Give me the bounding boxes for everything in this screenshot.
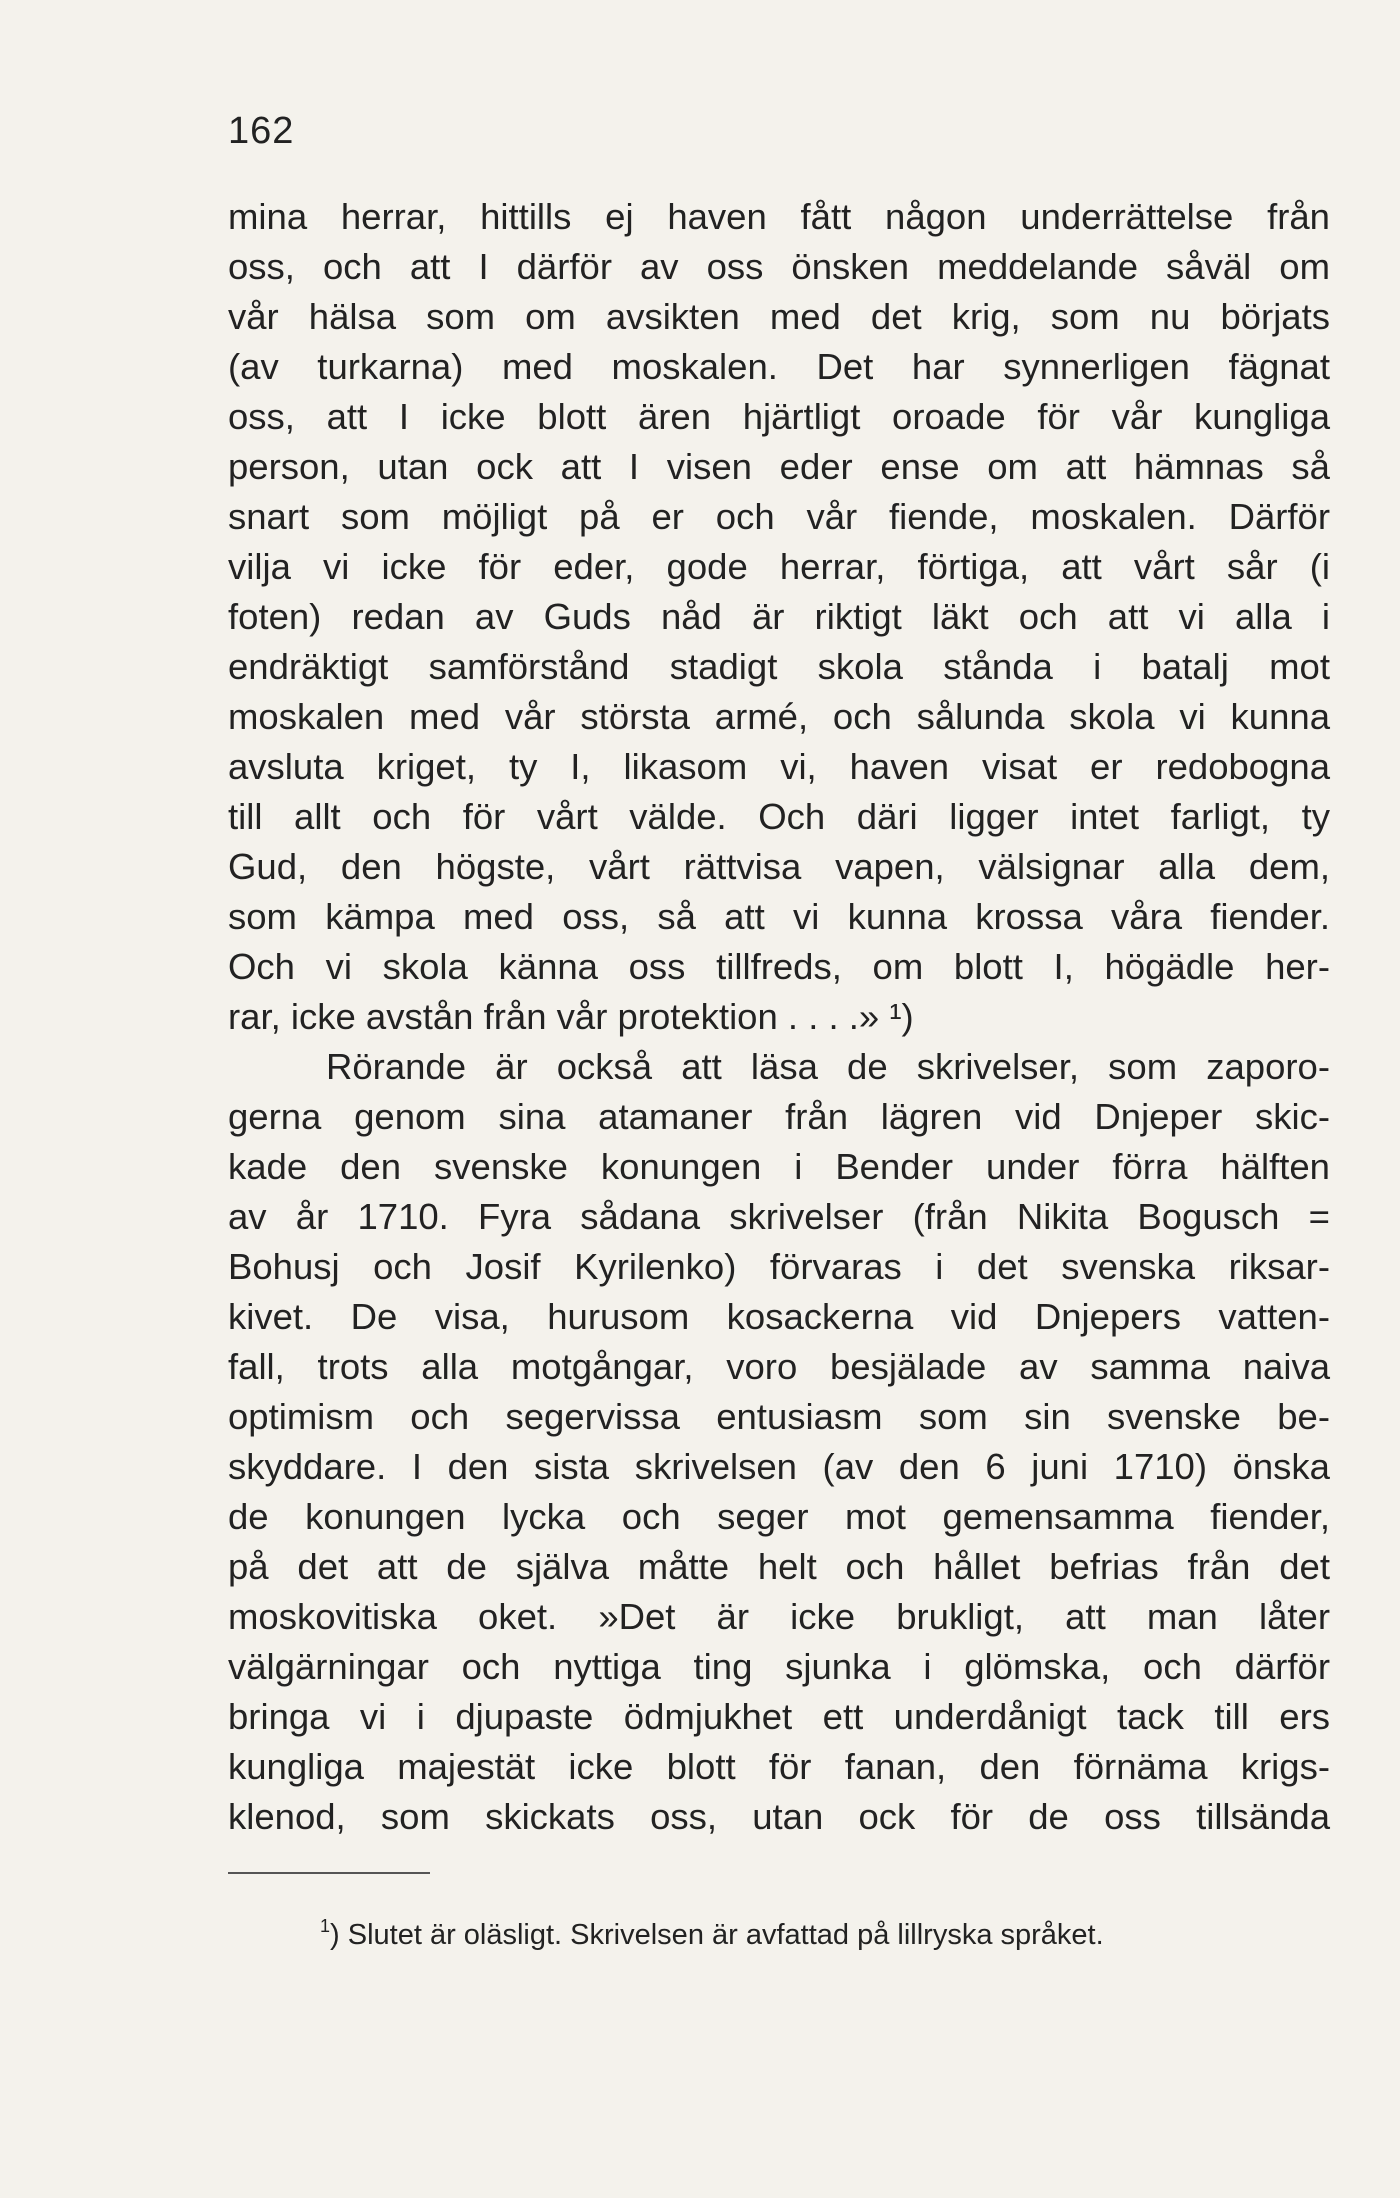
footnote-divider	[228, 1872, 430, 1874]
text-line: mina herrar, hittills ej haven fått någon underrättelse från	[228, 196, 1330, 237]
text-line: klenod, som skickats oss, utan ock för de oss tillsända	[228, 1796, 1330, 1837]
text-line: avsluta kriget, ty I, likasom vi, haven visat er redobogna	[228, 746, 1330, 787]
text-line: person, utan ock att I visen eder ense om att hämnas så	[228, 446, 1330, 487]
text-line: kungliga majestät icke blott för fanan, den förnäma krigs-	[228, 1746, 1330, 1787]
text-line: vilja vi icke för eder, gode herrar, förtiga, att vårt sår (i	[228, 546, 1330, 587]
text-line-paragraph-start: Rörande är också att läsa de skrivelser, som zaporo-	[326, 1046, 1330, 1087]
text-line: Och vi skola känna oss tillfreds, om blott I, högädle her-	[228, 946, 1330, 987]
text-line: fall, trots alla motgångar, voro besjälade av samma naiva	[228, 1346, 1330, 1387]
text-line: moskovitiska oket. »Det är icke brukligt, att man låter	[228, 1596, 1330, 1637]
text-line: gerna genom sina atamaner från lägren vid Dnjeper skic-	[228, 1096, 1330, 1137]
text-line: kivet. De visa, hurusom kosackerna vid Dnjepers vatten-	[228, 1296, 1330, 1337]
text-line: vår hälsa som om avsikten med det krig, som nu börjats	[228, 296, 1330, 337]
text-line: foten) redan av Guds nåd är riktigt läkt och att vi alla i	[228, 596, 1330, 637]
text-line: på det att de själva måtte helt och hållet befrias från det	[228, 1546, 1330, 1587]
text-line: som kämpa med oss, så att vi kunna krossa våra fiender.	[228, 896, 1330, 937]
footnote	[320, 1906, 1104, 1955]
footnote-text: ) Slutet är oläsligt. Skrivelsen är avfattad på lillryska språket.	[330, 1919, 1104, 1951]
text-line: Bohusj och Josif Kyrilenko) förvaras i det svenska riksar-	[228, 1246, 1330, 1287]
text-line: moskalen med vår största armé, och sålunda skola vi kunna	[228, 696, 1330, 737]
text-line: Gud, den högste, vårt rättvisa vapen, välsignar alla dem,	[228, 846, 1330, 887]
text-line: de konungen lycka och seger mot gemensamma fiender,	[228, 1496, 1330, 1537]
text-line: optimism och segervissa entusiasm som sin svenske be-	[228, 1396, 1330, 1437]
page-number: 162	[228, 110, 295, 152]
text-line: till allt och för vårt välde. Och däri ligger intet farligt, ty	[228, 796, 1330, 837]
text-line: snart som möjligt på er och vår fiende, moskalen. Därför	[228, 496, 1330, 537]
body-text	[228, 192, 1330, 1842]
text-line: bringa vi i djupaste ödmjukhet ett underdånigt tack till ers	[228, 1696, 1330, 1737]
text-line: välgärningar och nyttiga ting sjunka i glömska, och därför	[228, 1646, 1330, 1687]
text-line: endräktigt samförstånd stadigt skola stånda i batalj mot	[228, 646, 1330, 687]
text-line: oss, att I icke blott ären hjärtligt oroade för vår kungliga	[228, 396, 1330, 437]
text-line: oss, och att I därför av oss önsken meddelande såväl om	[228, 246, 1330, 287]
text-line: rar, icke avstån från vår protektion . . . .» ¹)	[228, 996, 914, 1037]
footnote-mark: 1	[320, 1916, 331, 1936]
text-line: (av turkarna) med moskalen. Det har synnerligen fägnat	[228, 346, 1330, 387]
text-line: kade den svenske konungen i Bender under förra hälften	[228, 1146, 1330, 1187]
text-line: skyddare. I den sista skrivelsen (av den 6 juni 1710) önska	[228, 1446, 1330, 1487]
text-line: av år 1710. Fyra sådana skrivelser (från Nikita Bogusch =	[228, 1196, 1330, 1237]
